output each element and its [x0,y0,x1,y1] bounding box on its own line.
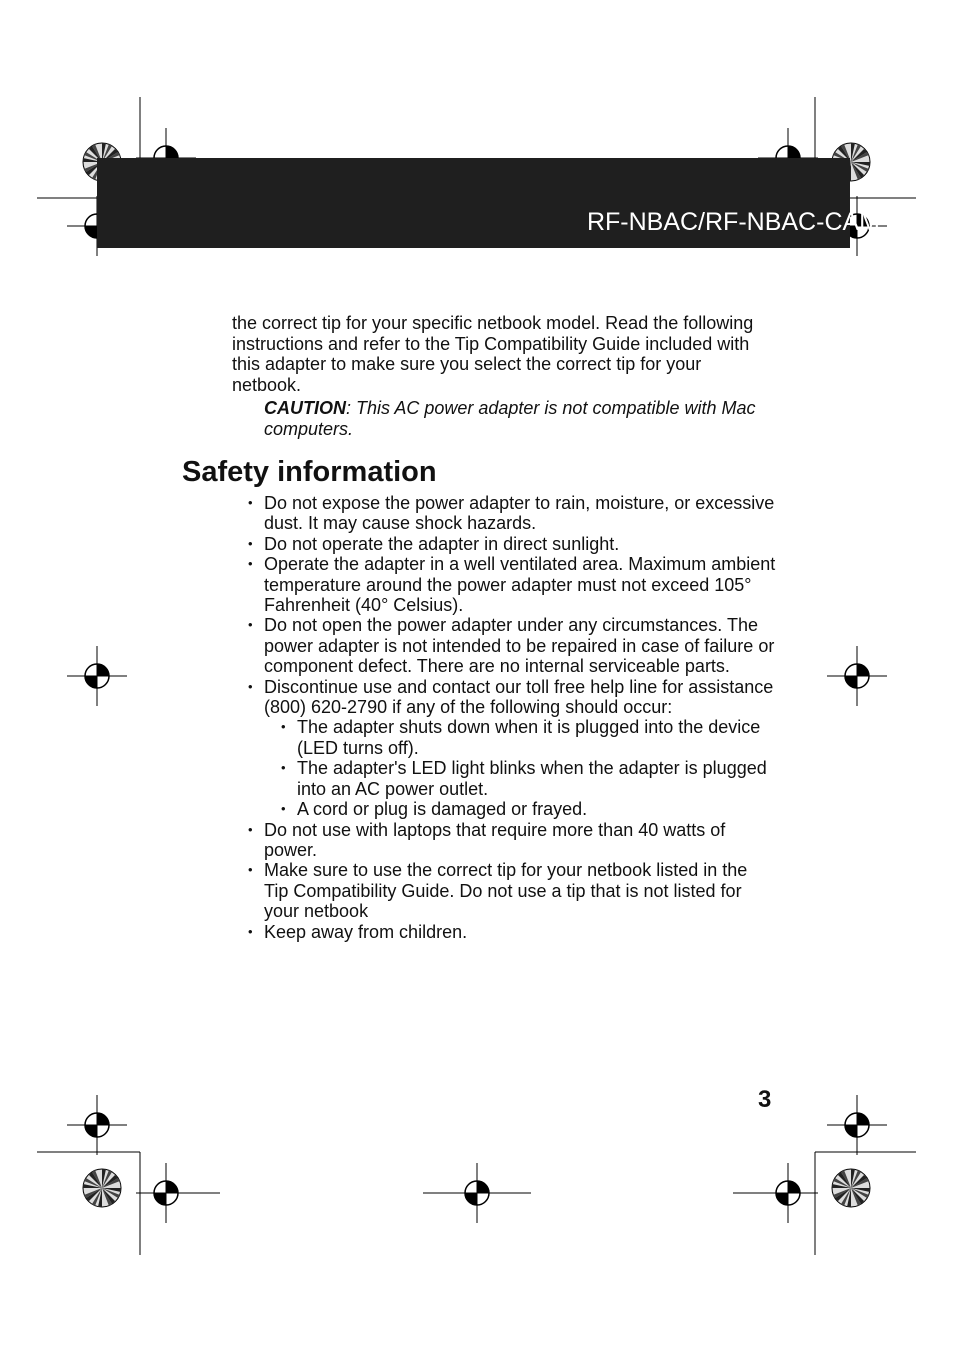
safety-list [246,493,776,942]
caution-label: CAUTION [264,398,346,418]
sub-list [264,717,776,819]
list-item: • Do not use with laptops that require more than 40 watts of power. [246,820,776,861]
list-item: • Discontinue use and contact our toll free help line for assistance (800) 620-2790 if any of the following should occur: • The adapter shuts down when it is plugged into the device (LED turns off). • The adapter's LED light blinks when the adapter is plugged into an AC power outlet. • A cord or plug is damaged or frayed. [246,677,776,820]
list-item: • Make sure to use the correct tip for your netbook listed in the Tip Compatibility Guide. Do not use a tip that is not listed for your netbook [246,860,776,921]
caution-note [264,398,772,439]
sub-list-item: • A cord or plug is damaged or frayed. [279,799,776,819]
list-item: • Do not expose the power adapter to rain, moisture, or excessive dust. It may cause shock hazards. [246,493,776,534]
page-number: 3 [758,1086,772,1113]
intro-block [232,313,772,439]
sub-list-item: • The adapter shuts down when it is plugged into the device (LED turns off). [279,717,776,758]
list-item: • Do not operate the adapter in direct sunlight. [246,534,776,554]
intro-paragraph: the correct tip for your specific netbook model. Read the following instructions and refer to the Tip Compatibility Guide included with this adapter to make sure you select the correct tip for your netbook. [232,313,754,395]
sub-list-item: • The adapter's LED light blinks when the adapter is plugged into an AC power outlet. [279,758,776,799]
caution-text: : This AC power adapter is not compatible with Mac computers. [264,398,756,439]
list-item: • Keep away from children. [246,922,776,942]
header-title: RF-NBAC/RF-NBAC-CAM [586,208,880,236]
list-item: • Do not open the power adapter under any circumstances. The power adapter is not intended to be repaired in case of failure or component defect. There are no internal serviceable parts. [246,615,776,676]
section-title: Safety information [182,456,437,488]
list-item: • Operate the adapter in a well ventilated area. Maximum ambient temperature around the power adapter must not exceed 105° Fahrenheit (40° Celsius). [246,554,776,615]
